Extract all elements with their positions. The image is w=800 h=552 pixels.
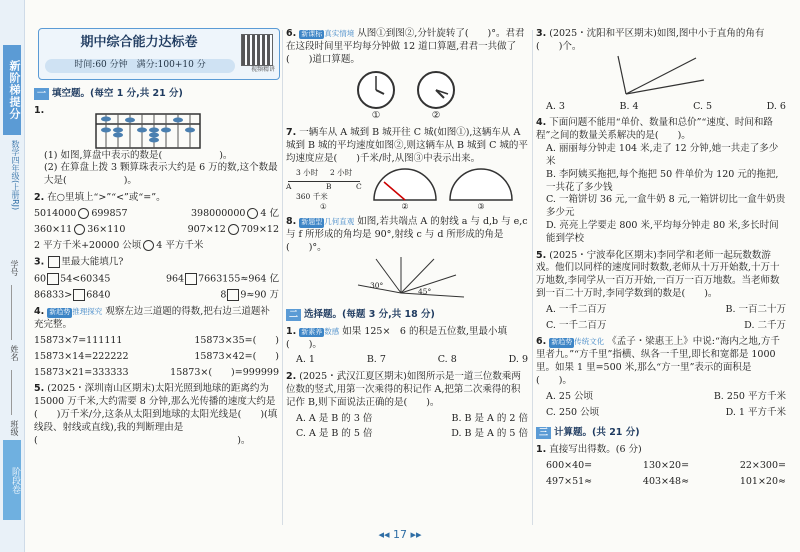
options-row [286,428,528,441]
column-middle [286,28,528,441]
calc-item: 101×20≈ [739,475,786,487]
route-label: 3 小时 [296,168,319,178]
question-number: 3. [536,28,547,39]
question-8 [286,216,528,300]
question-number: 5. [536,249,547,261]
answer-box[interactable] [185,273,197,285]
pattern-left: 15873×14=222222 [34,350,129,362]
compare-right: 4 亿 [260,207,279,219]
speedometer-figure-1 [370,168,440,213]
question-text: 下面问题不能用“单价、数量和总价”“速度、时间和路程”之间的数量关系解决的是( )。 [536,117,773,142]
question-number: 1. [536,444,547,456]
pattern-left: 15873×21=333333 [34,366,129,378]
answer-box[interactable] [73,289,85,301]
answer-circle[interactable] [78,208,89,219]
point-label: C [356,182,362,192]
option-a[interactable]: A. 1 [296,354,315,366]
pattern-right: 15873×42=( ) [194,350,279,362]
clock-icon [416,70,456,110]
option-d[interactable]: D. B 是 A 的 5 倍 [451,428,528,440]
rays-figure [356,255,466,301]
section-title: 填空题。(每空 1 分,共 21 分) [52,88,183,99]
speedometer-icon [446,168,516,202]
speedometer-icon [370,168,440,202]
calc-row [536,460,786,473]
question-4 [34,306,279,379]
question-number: 4. [34,306,45,318]
compare-left: 907×12 [187,223,226,235]
compare-right: 699857 [91,207,128,219]
answer-box[interactable] [47,273,59,285]
qr-code-icon[interactable] [241,34,273,66]
figure-caption: ② [401,201,409,211]
compare-row [34,240,279,253]
option-b[interactable]: B. 李阿姨买拖把,每个拖把 50 件单价为 120 元的拖把,一共花了多少钱 [546,168,779,193]
page-number: 17 [393,528,407,541]
angle-label: 45° [418,286,432,296]
side-subtitle: 数学四年级(上册RJ) [11,140,20,211]
side-bottom-badge: 阶段卷 [3,440,21,520]
pattern-row [34,351,279,364]
question-text: 观察左边三道题的得数,把右边三道题补充完整。 [34,306,270,331]
side-label-student-no: 学号 [10,260,19,276]
question-number: 1. [34,104,45,116]
option-d[interactable]: D. 二千万 [744,319,786,331]
answer-circle[interactable] [143,240,154,251]
question-text: 直接写出得数。(6 分) [549,444,642,456]
option-a[interactable]: A. 一千二百万 [546,303,607,315]
question-2 [34,192,279,252]
options-row [536,407,786,420]
question-subtag: 真实情境 [324,29,355,38]
question-choice-2 [286,371,528,441]
answer-circle[interactable] [228,224,239,235]
question-tag: 新趋势 [551,338,573,347]
option-b[interactable]: B. 7 [366,354,386,366]
question-text: (2025・沈阳和平区期末)如图,图中小于直角的角有( )个。 [536,28,765,52]
question-text: (2025・深圳南山区期末)太阳光照到地球的距离约为15000 万千米,大约需要 8 分钟,那么光传播的速度大约是( )万千米/分,这条从太阳到地球的太阳光线是( )(填线段、射线或直线),我的判断理由是( )。 [34,383,278,446]
compare-right: 36×110 [87,223,126,235]
option-b[interactable]: B. B 是 A 的 2 倍 [451,412,528,424]
question-tag: 新题型 [301,218,323,227]
options-row [536,304,786,317]
expr-part: 54<60345 [60,273,111,285]
section-title: 计算题。(共 21 分) [554,427,640,439]
route-diagram [286,168,364,212]
section-title: 选择题。(每题 3 分,共 18 分) [304,308,435,320]
question-choice-1 [286,326,528,367]
expr-part: 7663155≈964 亿 [198,273,279,285]
page-title: 期中综合能力达标卷 [80,35,198,50]
page-footer [0,528,800,543]
section-choice [286,309,528,322]
column-divider [282,30,283,525]
route-label: 2 小时 [330,168,353,178]
options-row [286,354,528,367]
expr-part: 86833> [34,289,73,301]
expr-part: 6840 [86,289,111,301]
compare-right: 709×12 [240,223,279,235]
figure-caption: ② [431,110,441,122]
options-row [536,391,786,404]
clock-figure-1 [356,70,396,123]
column-left [34,28,279,447]
angle-label: 30° [370,280,384,290]
compare-right: 4 平方千米 [156,239,204,251]
question-choice-5 [536,250,786,333]
route-distance: 360 千米 [296,192,328,202]
compare-left: 360×11 [34,223,73,235]
compare-left: 2 平方千米+20000 公顷 [34,239,142,251]
question-number: 8. [286,216,297,228]
option-c[interactable]: C. 8 [437,354,457,366]
option-d[interactable]: D. 1 平方千米 [725,406,786,418]
answer-box [48,256,60,268]
question-calc-1 [536,444,786,488]
question-subtag: 传统文化 [574,337,605,347]
calc-item: 130×20= [642,459,690,471]
calc-item: 403×48≈ [642,475,690,487]
compare-row [34,208,279,221]
answer-circle[interactable] [74,224,85,235]
section-fill-blank [34,88,279,101]
answer-box[interactable] [227,289,239,301]
pattern-row [34,367,279,380]
question-subtag: 几何直观 [324,217,355,227]
question-1 [34,105,279,188]
question-number: 3. [34,256,45,268]
qr-caption: 视频精讲 [250,66,275,73]
clock-icon [356,70,396,110]
option-c[interactable]: C. A 是 B 的 5 倍 [296,428,373,440]
option-c[interactable]: C. 5 [693,100,713,112]
question-text: 一辆车从 A 城到 B 城开往 C 城(如图①),这辆车从 A 城到 B 城的平均速度如图②,则这辆车从 B 城到 C 城的平均速度应是( )千米/时,从图③中表示出来。 [286,127,528,164]
calc-item: 600×40= [546,459,593,471]
question-text: (2025・宁波奉化区期末)李同学和老师一起玩数数游戏。他们以同样的速度同时数数,老师从十万开始数,十万十万地数,李同学从一百万开始,一百万一百万地数。当老师数到一百二十万时,李同学数到的数是( )。 [536,249,780,299]
calc-item: 22×300= [739,459,786,471]
question-choice-4 [536,117,786,245]
clock-figure-2 [416,70,456,123]
options-row [536,101,786,114]
clock-figures [356,70,528,123]
route-line [288,181,360,182]
question-1-part-b: (2) 在算盘上拨 3 颗算珠表示大约是 6 万的数,这个数最大是( )。 [44,162,278,187]
question-text: 从图①到图②,分针旋转了( )°。君君在这段时间里平均每分钟做 12 道口算题,君君一共做了( )道口算题。 [286,28,525,65]
pattern-right: 15873×( )=999999 [170,366,279,378]
option-b[interactable]: B. 250 平方千米 [713,390,786,402]
option-a[interactable]: A. 25 公顷 [546,390,594,402]
point-label: A [286,182,292,192]
expr-part: 8 [220,289,227,301]
question-3 [34,256,279,302]
option-d[interactable]: D. 9 [508,354,528,366]
compare-left: 398000000 [191,207,246,219]
column-divider [532,30,533,525]
answer-circle[interactable] [247,208,258,219]
column-right [536,28,786,489]
side-divider [11,285,12,340]
route-figures [286,168,528,213]
options-row [286,413,528,426]
section-number: 二 [286,309,301,321]
question-tag: 新趋势 [49,308,71,317]
question-tag: 新课标 [301,30,323,38]
question-number: 6. [536,336,547,348]
question-number: 6. [286,28,297,39]
figure-caption: ③ [477,201,485,211]
compare-row [34,224,279,237]
option-a[interactable]: A. 3 [546,100,565,112]
rays-diagram [356,255,466,301]
question-5 [34,383,279,447]
question-number: 2. [286,371,297,383]
question-number: 4. [536,117,547,129]
pattern-right: 15873×35=( ) [194,334,279,346]
side-label-class: 班级 [10,420,19,436]
question-text: 《孟子・梁惠王上》中说:“海内之地,方千里者九。”“方千里”指横、纵各一千里,即长和宽都是 1000 里。如果 1 里=500 米,那么“方一里”表示的面积是( )。 [536,336,780,386]
pattern-left: 15873×7=111111 [34,334,123,346]
option-d[interactable]: D. 6 [766,100,786,112]
side-label-name: 姓名 [10,345,19,361]
calc-item: 497×51≈ [546,475,593,487]
calc-row [536,476,786,489]
option-b[interactable]: B. 4 [619,100,639,112]
question-subtag: 推理探究 [72,307,103,317]
expr-part: 60 [34,273,47,285]
question-text: 里最大能填几? [61,256,124,268]
option-b[interactable]: B. 一百二十万 [725,303,786,315]
question-subtag: 数感 [324,326,340,336]
angles-figure [616,54,706,98]
section-number: 三 [536,427,551,439]
figure-caption: ① [320,202,327,212]
side-series-title: 新阶梯提分 [3,45,21,135]
question-text: 在○里填上“>”“<”或“=”。 [47,192,166,204]
question-number: 1. [286,325,297,337]
prev-page-icon[interactable]: ◂◂ [378,528,390,541]
side-strip [0,0,25,552]
question-text: 如图,若共端点 A 的射线 a 与 d,b 与 e,c 与 f 所形成的角均是 90°,射线 c 与 d 所形成的角是( )°。 [286,216,528,254]
question-6 [286,28,528,123]
question-number: 7. [286,127,297,139]
option-c[interactable]: C. 一箱饼切 36 元,一盒牛奶 8 元,一箱饼切比一盒牛奶贵多少元 [546,194,786,219]
question-number: 2. [34,192,45,204]
expr-part: 9≈90 万 [240,289,279,301]
expr-part: 964 [165,273,185,285]
next-page-icon[interactable]: ▸▸ [410,528,422,541]
question-choice-3 [536,28,786,113]
compare-left: 5014000 [34,207,77,219]
pattern-row [34,335,279,348]
fill-row [34,273,279,286]
option-c[interactable]: C. 一千二百万 [546,319,607,331]
fill-row [34,289,279,302]
question-tag: 新素养 [301,327,323,336]
question-choice-6 [536,336,786,419]
option-a[interactable]: A. 丽丽每分钟走 104 米,走了 12 分钟,她一共走了多少米 [546,143,779,167]
figure-caption: ① [371,110,381,122]
option-c[interactable]: C. 250 公顷 [546,406,600,418]
option-d[interactable]: D. 亮亮上学要走 800 米,平均每分钟走 80 米,多长时间能到学校 [546,219,779,244]
exam-info: 时间:60 分钟 满分:100+10 分 [45,59,235,73]
point-label: B [326,182,332,192]
speedometer-figure-2 [446,168,516,213]
question-1-part-a: (1) 如图,算盘中表示的数是( )。 [44,149,233,161]
section-number: 一 [34,88,49,100]
abacus-figure [94,108,204,150]
question-text: (2025・武汉江夏区期末)如图所示是一道三位数乘两位数的竖式,用第一次乘得的积记作 A,把第二次乘得的积记作 B,则下面说法正确的是( )。 [286,371,521,408]
question-7 [286,127,528,212]
question-text: 如果 125× 6 的积是五位数,里最小填( )。 [286,325,507,350]
question-number: 5. [34,383,45,395]
header-box [38,28,280,80]
section-calculation [536,427,786,440]
options-row [536,320,786,333]
option-a[interactable]: A. A 是 B 的 3 倍 [296,412,373,424]
side-divider [11,370,12,415]
